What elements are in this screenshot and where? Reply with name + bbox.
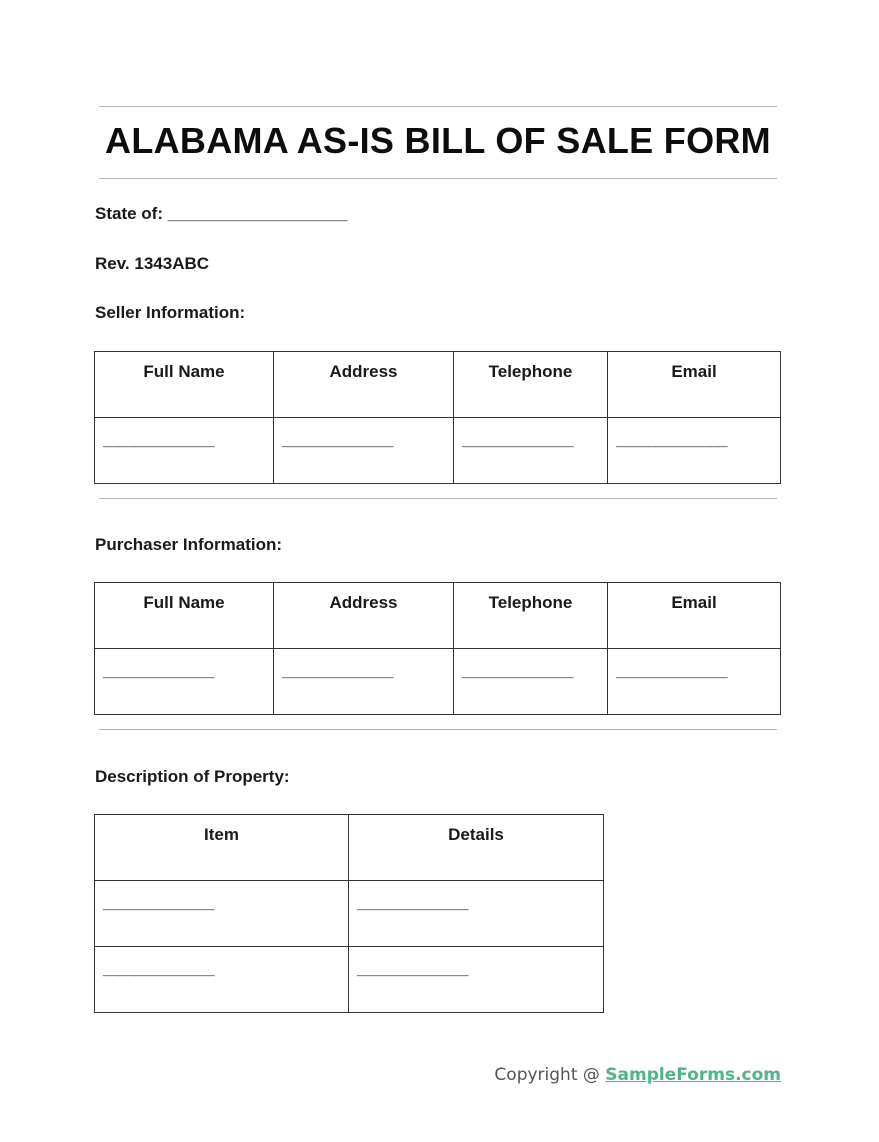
brand-link[interactable]: SampleForms.com <box>605 1065 781 1085</box>
seller-col-telephone: Telephone <box>454 352 608 418</box>
property-item-blank[interactable]: ______________ <box>95 881 349 947</box>
purchaser-col-email: Email <box>608 583 781 649</box>
purchaser-entry-row <box>95 649 781 715</box>
seller-address-blank[interactable]: ______________ <box>274 418 454 484</box>
purchaser-col-address: Address <box>274 583 454 649</box>
revision-number: Rev. 1343ABC <box>95 254 210 273</box>
copyright-text: Copyright @ <box>494 1065 606 1085</box>
property-col-details: Details <box>349 815 604 881</box>
property-table <box>94 814 604 1013</box>
copyright-footer <box>494 1065 781 1085</box>
purchaser-email-blank[interactable]: ______________ <box>608 649 781 715</box>
purchaser-divider <box>99 729 777 730</box>
purchaser-address-blank[interactable]: ______________ <box>274 649 454 715</box>
purchaser-col-full-name: Full Name <box>95 583 274 649</box>
seller-table <box>94 351 781 484</box>
seller-col-email: Email <box>608 352 781 418</box>
property-col-item: Item <box>95 815 349 881</box>
purchaser-heading: Purchaser Information: <box>95 535 283 554</box>
seller-header-row <box>95 352 781 418</box>
seller-divider <box>99 498 777 499</box>
seller-col-full-name: Full Name <box>95 352 274 418</box>
property-item-blank[interactable]: ______________ <box>95 947 349 1013</box>
purchaser-col-telephone: Telephone <box>454 583 608 649</box>
title-divider <box>99 178 777 179</box>
property-heading: Description of Property: <box>95 767 290 786</box>
state-field: State of: ___________________ <box>95 204 348 223</box>
purchaser-table <box>94 582 781 715</box>
seller-email-blank[interactable]: ______________ <box>608 418 781 484</box>
seller-col-address: Address <box>274 352 454 418</box>
seller-entry-row <box>95 418 781 484</box>
seller-heading: Seller Information: <box>95 303 246 322</box>
table-row <box>95 947 604 1013</box>
purchaser-full-name-blank[interactable]: ______________ <box>95 649 274 715</box>
document-title: ALABAMA AS-IS BILL OF SALE FORM <box>105 120 771 161</box>
purchaser-header-row <box>95 583 781 649</box>
seller-telephone-blank[interactable]: ______________ <box>454 418 608 484</box>
top-divider <box>99 106 777 107</box>
property-details-blank[interactable]: ______________ <box>349 881 604 947</box>
table-row <box>95 881 604 947</box>
purchaser-telephone-blank[interactable]: ______________ <box>454 649 608 715</box>
seller-full-name-blank[interactable]: ______________ <box>95 418 274 484</box>
property-details-blank[interactable]: ______________ <box>349 947 604 1013</box>
property-header-row <box>95 815 604 881</box>
